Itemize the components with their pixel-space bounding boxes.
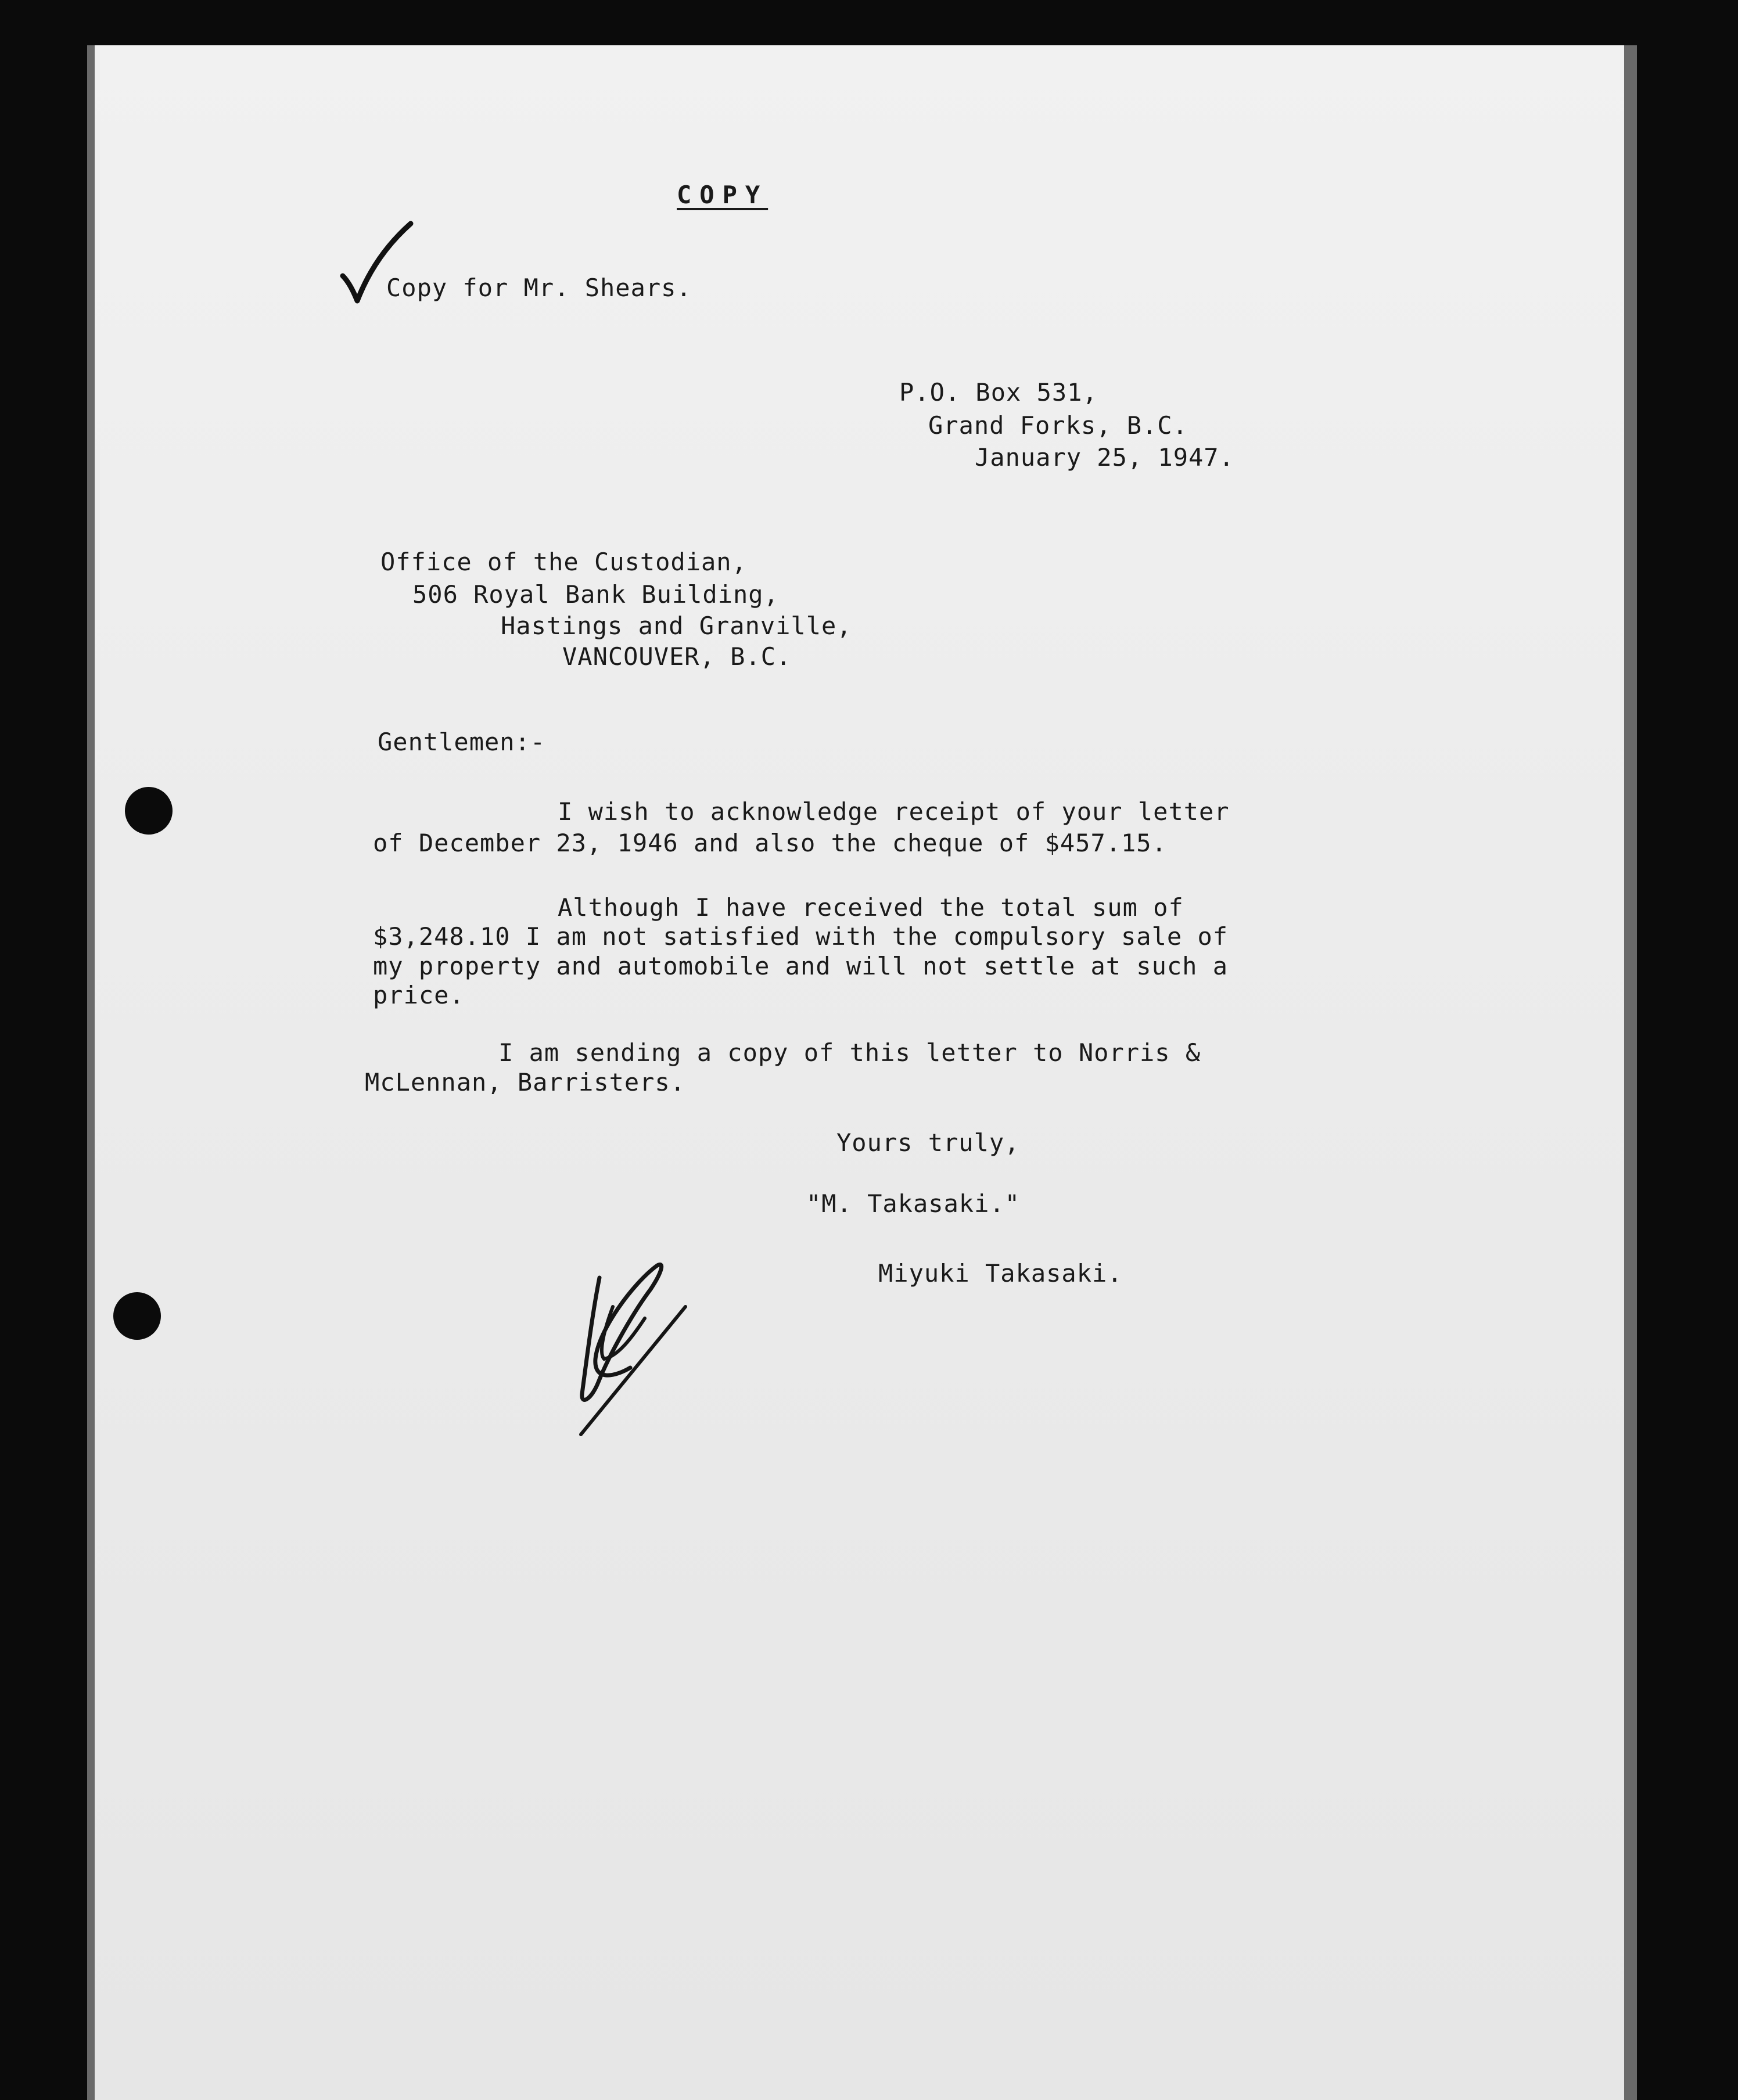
punch-hole-bottom [113, 1292, 161, 1340]
paragraph-line: of December 23, 1946 and also the cheque of $457.15. [373, 829, 1167, 857]
punch-hole-top [125, 787, 173, 835]
paragraph-line: McLennan, Barristers. [365, 1068, 686, 1096]
letter-date: January 25, 1947. [975, 443, 1234, 472]
paragraph-line: my property and automobile and will not settle at such a [373, 952, 1229, 980]
letter-page [95, 45, 1627, 2100]
paragraph-line: price. [373, 981, 465, 1009]
right-scan-edge [1624, 45, 1637, 2100]
copy-note: Copy for Mr. Shears. [386, 274, 692, 302]
signature-quoted: "M. Takasaki." [806, 1189, 1021, 1218]
copy-title: COPY [677, 181, 769, 209]
paragraph-line: $3,248.10 I am not satisfied with the compulsory sale of [373, 922, 1229, 951]
paragraph-line: I wish to acknowledge receipt of your letter [558, 797, 1230, 826]
closing: Yours truly, [836, 1128, 1020, 1157]
sender-address-line: P.O. Box 531, [899, 378, 1098, 407]
recipient-address-line: Hastings and Granville, [501, 612, 852, 640]
recipient-address-line: Office of the Custodian, [380, 548, 747, 576]
salutation: Gentlemen:- [378, 728, 546, 756]
paragraph-line: Although I have received the total sum of [558, 893, 1184, 922]
signer-name: Miyuki Takasaki. [878, 1259, 1123, 1288]
paragraph-line: I am sending a copy of this letter to Norris & [498, 1038, 1201, 1067]
initials-scrawl-icon [563, 1243, 691, 1440]
recipient-address-line: VANCOUVER, B.C. [562, 642, 792, 671]
recipient-address-line: 506 Royal Bank Building, [412, 580, 779, 609]
sender-address-line: Grand Forks, B.C. [928, 411, 1188, 440]
